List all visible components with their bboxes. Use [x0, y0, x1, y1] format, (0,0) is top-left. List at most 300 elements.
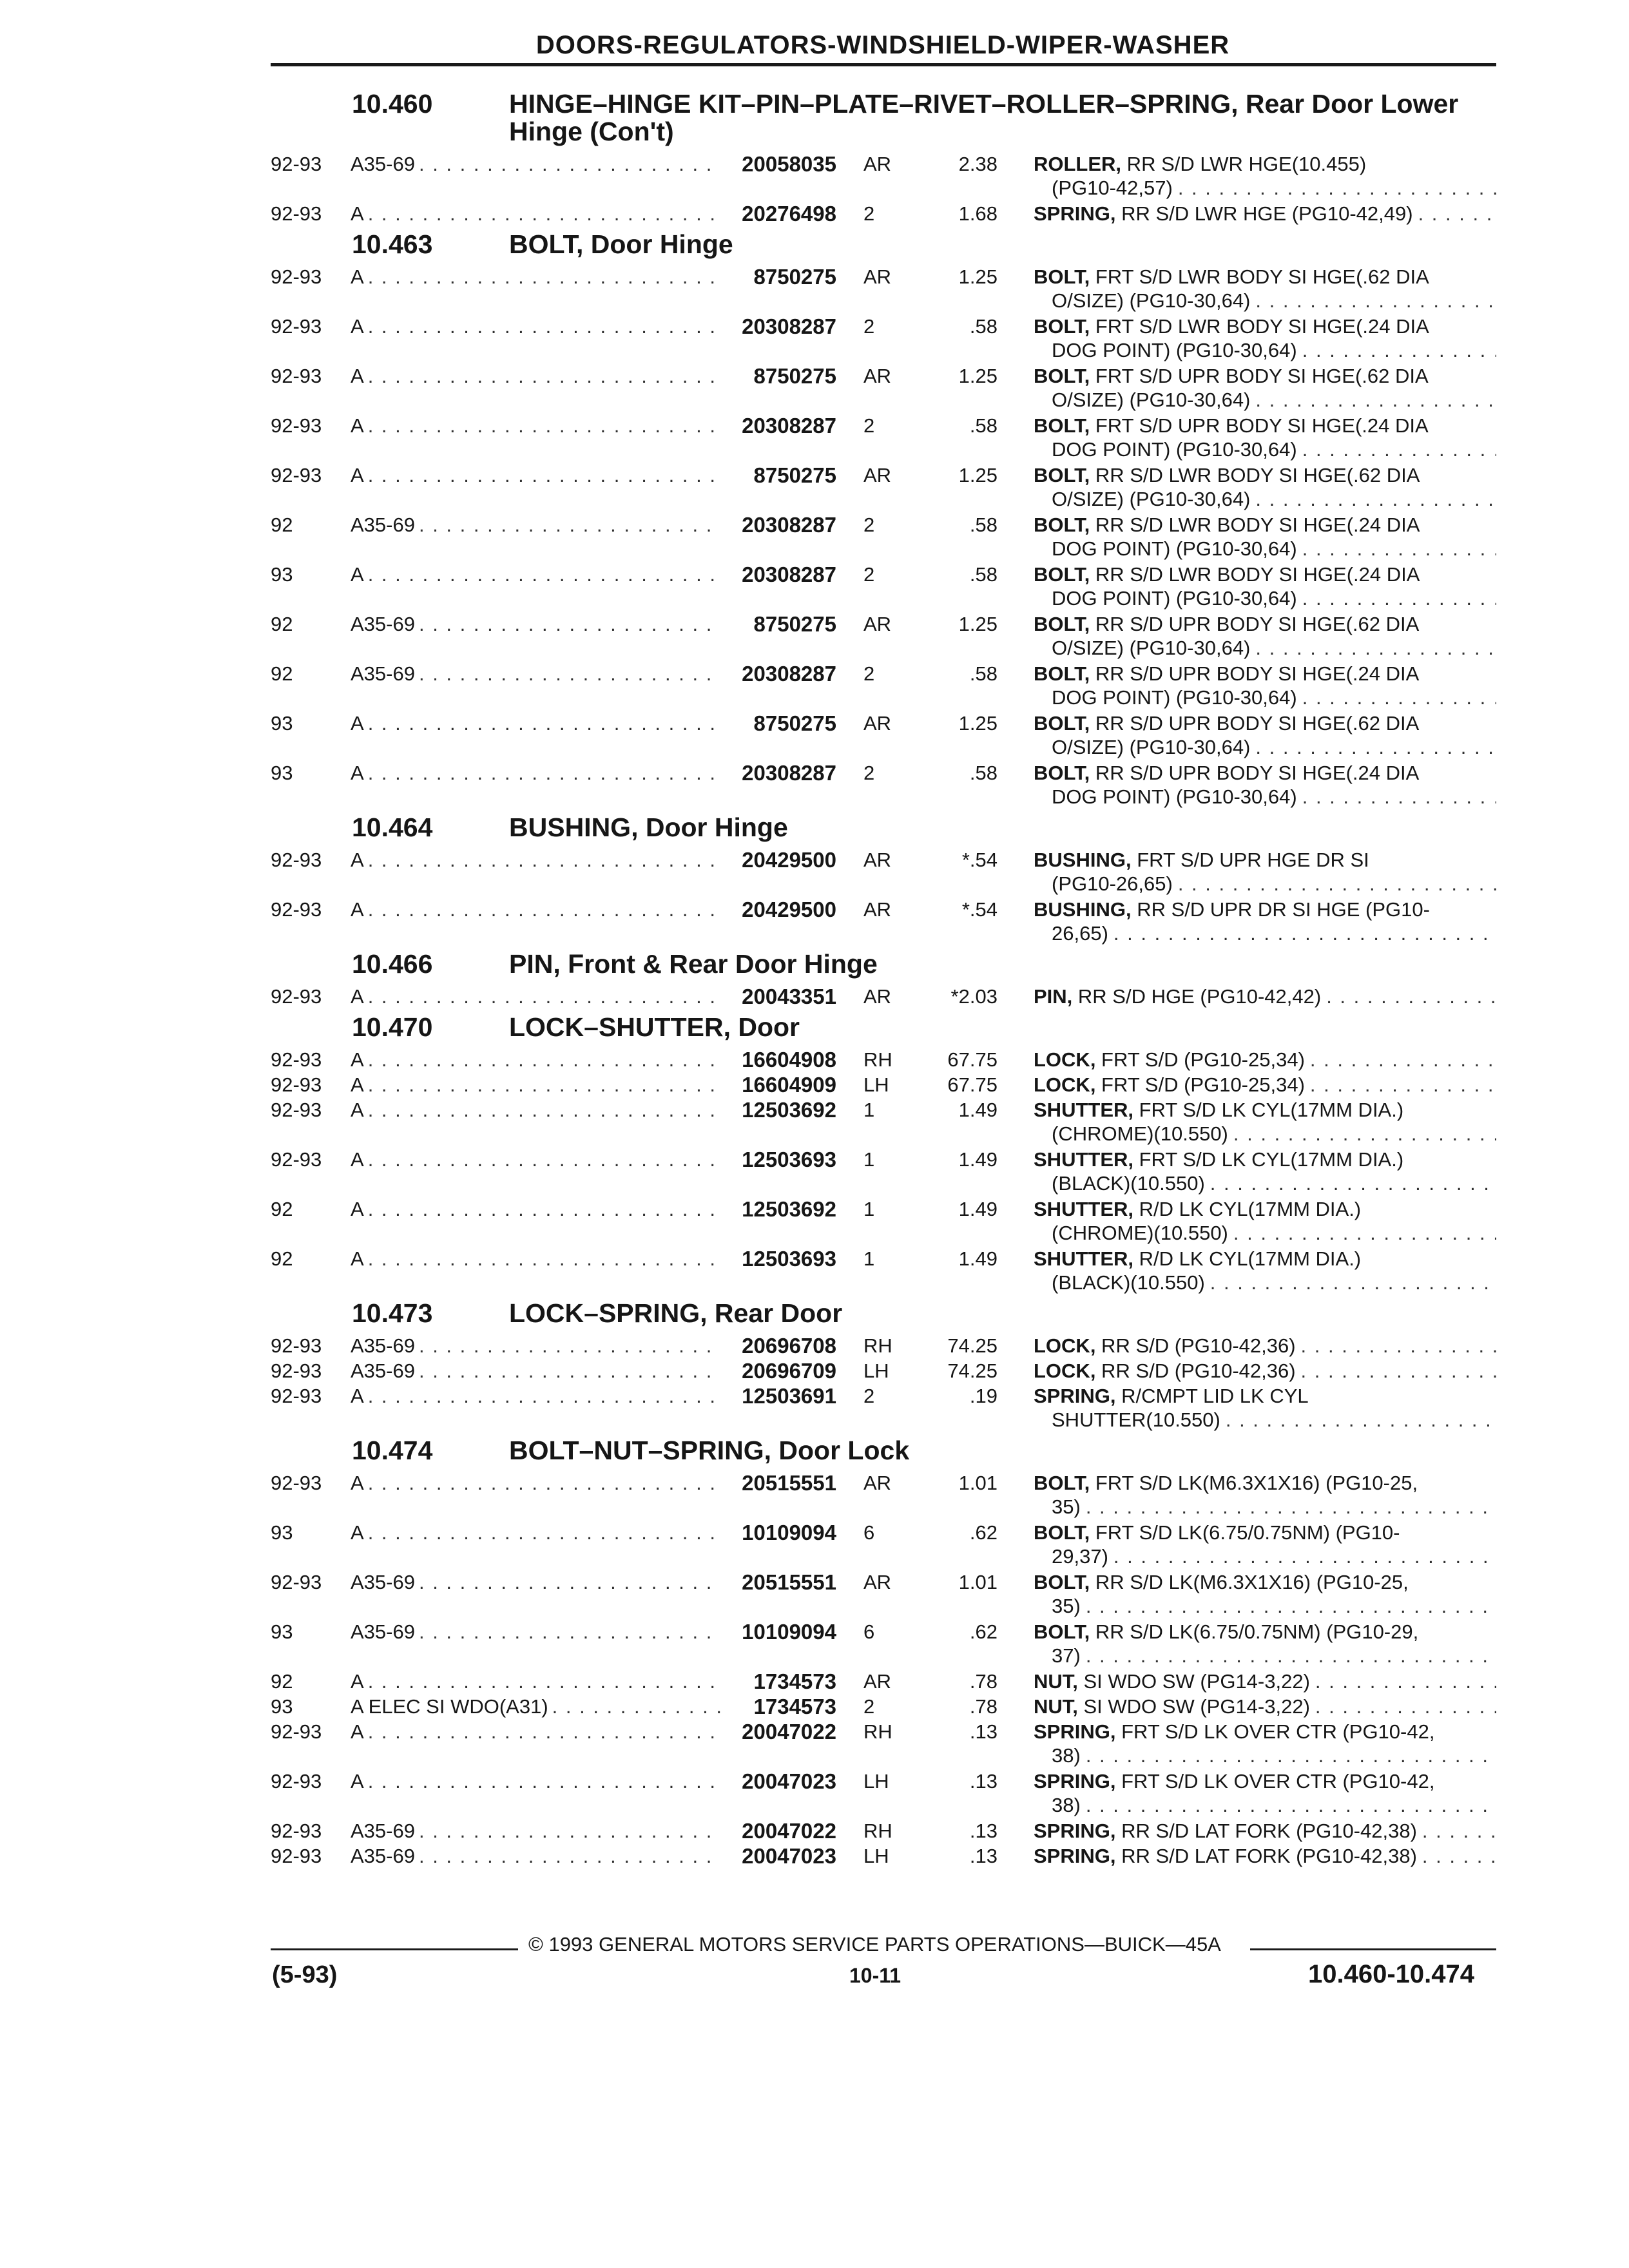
description-detail: (PG10-42,57) [1052, 177, 1173, 199]
part-row [271, 1521, 1496, 1568]
description-line [1034, 985, 1496, 1008]
leader-dots [1226, 1408, 1496, 1432]
model-cell [351, 1384, 720, 1432]
description-detail: RR S/D (PG10-42,36) [1095, 1334, 1296, 1357]
description [998, 1570, 1496, 1618]
description-detail: RR S/D UPR DR SI HGE (PG10- [1131, 898, 1430, 921]
section-10-466 [271, 950, 1496, 1008]
leader-dots [1302, 586, 1496, 610]
model-code: A35-69 [351, 1571, 415, 1593]
price: .13 [969, 1770, 998, 1792]
price: .19 [969, 1385, 998, 1407]
model-cell [351, 1521, 720, 1568]
price: .13 [969, 1845, 998, 1867]
model-cell [351, 364, 720, 412]
description-text [1034, 265, 1434, 289]
section-title: HINGE–HINGE KIT–PIN–PLATE–RIVET–ROLLER–SPRING, Rear Door Lower Hinge (Con't) [509, 89, 1459, 146]
section-heading [271, 814, 1496, 841]
model-year: 93 [271, 712, 293, 735]
part-number: 12503692 [742, 1098, 836, 1122]
leader-dots [1086, 1793, 1496, 1817]
part-row [271, 1720, 1496, 1767]
footer-page-number: 10-11 [849, 1964, 901, 1987]
description-detail: (BLACK)(10.550) [1052, 1172, 1205, 1195]
quantity: 1 [863, 1247, 875, 1270]
part-row [271, 1384, 1496, 1432]
leader-dots [1255, 735, 1496, 759]
part-number: 12503692 [742, 1197, 836, 1221]
leader-dots [1302, 785, 1496, 809]
description-line [1034, 537, 1496, 561]
description-detail: R/CMPT LID LK CYL [1115, 1385, 1309, 1407]
leader-dots [368, 1521, 720, 1568]
description [998, 848, 1496, 896]
description-keyword: BOLT, [1034, 762, 1090, 784]
description-keyword: BOLT, [1034, 563, 1090, 586]
description [998, 1098, 1496, 1146]
description-line [1034, 1793, 1496, 1817]
description-keyword: LOCK, [1034, 1073, 1096, 1096]
description-detail: FRT S/D LK CYL(17MM DIA.) [1133, 1148, 1404, 1171]
part-row [271, 898, 1496, 945]
description-text [1052, 586, 1302, 610]
model-year: 93 [271, 1695, 293, 1718]
model-year: 92-93 [271, 985, 322, 1008]
description-detail: SI WDO SW (PG14-3,22) [1077, 1670, 1310, 1693]
part-row [271, 1098, 1496, 1146]
description-text [1052, 1744, 1086, 1767]
description-line [1034, 314, 1496, 338]
leader-dots [368, 1669, 720, 1693]
leader-dots [368, 761, 720, 809]
description-line [1034, 636, 1496, 660]
description-detail: FRT S/D LWR BODY SI HGE(.24 DIA [1090, 315, 1429, 338]
part-row [271, 562, 1496, 610]
model-cell [351, 761, 720, 809]
description-keyword: SPRING, [1034, 1770, 1116, 1792]
description-keyword: BOLT, [1034, 1571, 1090, 1593]
description-text [1052, 289, 1255, 312]
price: *2.03 [950, 985, 998, 1008]
leader-dots [368, 463, 720, 511]
part-number: 8750275 [753, 612, 836, 636]
part-number: 20308287 [742, 662, 836, 686]
description-text [1034, 314, 1434, 338]
model-code: A35-69 [351, 662, 415, 685]
description-detail: RR S/D (PG10-42,36) [1095, 1360, 1296, 1382]
description-text [1034, 1098, 1409, 1122]
quantity: 2 [863, 662, 875, 685]
part-row [271, 1819, 1496, 1843]
leader-dots [419, 152, 720, 200]
description-text [1034, 414, 1434, 437]
description-text [1052, 1408, 1226, 1432]
part-row [271, 662, 1496, 709]
model-code: A [351, 898, 364, 921]
description-text [1034, 202, 1418, 226]
description [998, 364, 1496, 412]
leader-dots [368, 1048, 720, 1072]
footer-copyright: © 1993 GENERAL MOTORS SERVICE PARTS OPERATIONS—BUICK—45A [528, 1933, 1221, 1956]
quantity: RH [863, 1334, 892, 1357]
model-code: A35-69 [351, 1334, 415, 1357]
quantity: AR [863, 365, 892, 387]
part-row [271, 463, 1496, 511]
part-row [271, 265, 1496, 312]
description-line [1034, 1695, 1496, 1718]
section-title: PIN, Front & Rear Door Hinge [509, 949, 878, 979]
leader-dots [419, 513, 720, 561]
part-row [271, 848, 1496, 896]
quantity: AR [863, 985, 892, 1008]
price: 1.25 [958, 265, 998, 288]
description-text [1052, 872, 1178, 896]
model-year: 92 [271, 1247, 293, 1270]
leader-dots [1210, 1171, 1496, 1195]
leader-dots [368, 562, 720, 610]
model-year: 92-93 [271, 414, 322, 437]
leader-dots [1315, 1669, 1496, 1693]
description-text [1034, 513, 1425, 537]
description-line [1034, 612, 1496, 636]
leader-dots [419, 1844, 720, 1868]
description-detail: FRT S/D LK OVER CTR (PG10-42, [1115, 1720, 1435, 1743]
description-detail: FRT S/D LK(M6.3X1X16) (PG10-25, [1090, 1472, 1418, 1494]
description-detail: RR S/D LWR HGE(10.455) [1121, 153, 1367, 175]
section-10-463 [271, 231, 1496, 809]
price: .58 [969, 762, 998, 784]
price: .13 [969, 1820, 998, 1842]
price: 2.38 [958, 153, 998, 175]
leader-dots [1326, 985, 1496, 1008]
quantity: AR [863, 613, 892, 635]
model-year: 93 [271, 563, 293, 586]
section-heading [271, 1437, 1496, 1465]
description-detail: 26,65) [1052, 922, 1108, 945]
part-number: 20047023 [742, 1844, 836, 1868]
leader-dots [368, 1720, 720, 1767]
description-keyword: NUT, [1034, 1670, 1078, 1693]
leader-dots [368, 1769, 720, 1817]
description-detail: FRT S/D (PG10-25,34) [1095, 1073, 1305, 1096]
quantity: 2 [863, 315, 875, 338]
quantity: AR [863, 1472, 892, 1494]
description-detail: (BLACK)(10.550) [1052, 1271, 1205, 1294]
description-line [1034, 1819, 1496, 1843]
description-line [1034, 1620, 1496, 1644]
model-code: A [351, 202, 364, 225]
description [998, 662, 1496, 709]
leader-dots [368, 1384, 720, 1432]
leader-dots [368, 848, 720, 896]
description [998, 985, 1496, 1008]
description-keyword: ROLLER, [1034, 153, 1122, 175]
description-line [1034, 388, 1496, 412]
quantity: AR [863, 849, 892, 871]
model-cell [351, 152, 720, 200]
part-row [271, 1844, 1496, 1868]
footer-section-range: 10.460-10.474 [1308, 1960, 1475, 1988]
model-cell [351, 1695, 720, 1718]
description-keyword: SHUTTER, [1034, 1148, 1133, 1171]
model-code: A [351, 1148, 364, 1171]
model-year: 92-93 [271, 315, 322, 338]
description [998, 1669, 1496, 1693]
model-year: 92-93 [271, 1820, 322, 1842]
description-line [1034, 1844, 1496, 1868]
description-line [1034, 1073, 1496, 1097]
model-code: A [351, 985, 364, 1008]
description-detail: RR S/D LWR BODY SI HGE(.62 DIA [1090, 464, 1420, 486]
model-year: 92-93 [271, 1472, 322, 1494]
model-code: A [351, 1720, 364, 1743]
part-number: 20696708 [742, 1334, 836, 1358]
model-year: 92-93 [271, 202, 322, 225]
price: .62 [969, 1521, 998, 1544]
description-line [1034, 735, 1496, 759]
description-text [1034, 1247, 1366, 1271]
quantity: AR [863, 1571, 892, 1593]
description-detail: FRT S/D UPR HGE DR SI [1131, 849, 1369, 871]
description-text [1052, 1544, 1113, 1568]
model-code: A35-69 [351, 1820, 415, 1842]
model-cell [351, 463, 720, 511]
leader-dots [1233, 1122, 1496, 1146]
leader-dots [1113, 1544, 1496, 1568]
description [998, 1197, 1496, 1245]
leader-dots [368, 265, 720, 312]
leader-dots [1422, 1844, 1496, 1868]
leader-dots [368, 711, 720, 759]
description-line [1034, 1122, 1496, 1146]
description-text [1034, 1334, 1301, 1358]
description [998, 1521, 1496, 1568]
model-cell [351, 1197, 720, 1245]
leader-dots [1086, 1644, 1496, 1667]
description-detail: DOG POINT) (PG10-30,64) [1052, 438, 1297, 461]
section-title: LOCK–SHUTTER, Door [509, 1012, 800, 1042]
part-number: 20308287 [742, 414, 836, 437]
description-line [1034, 338, 1496, 362]
model-year: 92-93 [271, 1099, 322, 1121]
leader-dots [1086, 1495, 1496, 1519]
model-code: A [351, 1099, 364, 1121]
quantity: 1 [863, 1198, 875, 1220]
leader-dots [1255, 636, 1496, 660]
price: 74.25 [947, 1360, 998, 1382]
part-row [271, 364, 1496, 412]
description-detail: RR S/D LK(6.75/0.75NM) (PG10-29, [1090, 1620, 1419, 1643]
description-detail: SI WDO SW (PG14-3,22) [1077, 1695, 1310, 1718]
description [998, 414, 1496, 461]
description-detail: RR S/D LAT FORK (PG10-42,38) [1115, 1820, 1417, 1842]
description [998, 898, 1496, 945]
part-row [271, 202, 1496, 226]
description-keyword: BOLT, [1034, 464, 1090, 486]
description-keyword: LOCK, [1034, 1334, 1096, 1357]
leader-dots [419, 1334, 720, 1358]
part-row [271, 1620, 1496, 1667]
description-detail: R/D LK CYL(17MM DIA.) [1133, 1247, 1362, 1270]
section-10-470 [271, 1014, 1496, 1294]
description-keyword: BOLT, [1034, 1472, 1090, 1494]
part-number: 10109094 [742, 1521, 836, 1544]
part-number: 20047022 [742, 1720, 836, 1744]
description-text [1034, 612, 1424, 636]
quantity: LH [863, 1770, 889, 1792]
description-keyword: SHUTTER, [1034, 1247, 1133, 1270]
description-text [1034, 761, 1424, 785]
model-code: A [351, 849, 364, 871]
description [998, 711, 1496, 759]
description-line [1034, 898, 1496, 921]
description-keyword: SPRING, [1034, 202, 1116, 225]
description-text [1052, 636, 1255, 660]
description [998, 562, 1496, 610]
model-year: 92-93 [271, 1385, 322, 1407]
model-year: 92 [271, 1670, 293, 1693]
part-number: 12503691 [742, 1384, 836, 1408]
footer-rule-right [1250, 1948, 1496, 1950]
leader-dots [368, 1247, 720, 1294]
part-row [271, 1471, 1496, 1519]
description-keyword: BUSHING, [1034, 849, 1132, 871]
description-text [1034, 1695, 1315, 1718]
description-keyword: BUSHING, [1034, 898, 1132, 921]
price: 1.68 [958, 202, 998, 225]
quantity: 1 [863, 1148, 875, 1171]
description-detail: FRT S/D LK(6.75/0.75NM) (PG10- [1090, 1521, 1400, 1544]
quantity: 2 [863, 563, 875, 586]
leader-dots [419, 1570, 720, 1618]
description-line [1034, 1744, 1496, 1767]
model-cell [351, 1620, 720, 1667]
model-year: 93 [271, 762, 293, 784]
part-number: 20058035 [742, 152, 836, 176]
section-title: LOCK–SPRING, Rear Door [509, 1298, 843, 1328]
model-year: 92-93 [271, 1720, 322, 1743]
description-detail: RR S/D UPR BODY SI HGE(.62 DIA [1090, 712, 1420, 735]
model-code: A35-69 [351, 153, 415, 175]
description-line [1034, 1720, 1496, 1744]
leader-dots [368, 1073, 720, 1097]
description [998, 612, 1496, 660]
description-text [1052, 537, 1302, 561]
leader-dots [1233, 1221, 1496, 1245]
model-code: A35-69 [351, 1620, 415, 1643]
part-number: 20308287 [742, 761, 836, 785]
price: 1.49 [958, 1099, 998, 1121]
part-number: 10109094 [742, 1620, 836, 1644]
description-keyword: SPRING, [1034, 1385, 1116, 1407]
section-number: 10.473 [352, 1298, 433, 1328]
part-row [271, 1197, 1496, 1245]
quantity: AR [863, 265, 892, 288]
description-keyword: BOLT, [1034, 414, 1090, 437]
model-code: A [351, 1670, 364, 1693]
part-number: 20429500 [742, 848, 836, 872]
description [998, 265, 1496, 312]
description-line [1034, 1098, 1496, 1122]
price: .13 [969, 1720, 998, 1743]
description-text [1034, 562, 1425, 586]
description-line [1034, 1644, 1496, 1667]
part-row [271, 1359, 1496, 1383]
description-text [1052, 1171, 1210, 1195]
part-number: 20276498 [742, 202, 836, 226]
description-detail: RR S/D HGE (PG10-42,42) [1072, 985, 1322, 1008]
price: 67.75 [947, 1048, 998, 1071]
model-year: 92 [271, 514, 293, 536]
model-cell [351, 202, 720, 226]
description-detail: O/SIZE) (PG10-30,64) [1052, 488, 1251, 510]
description-detail: 38) [1052, 1794, 1081, 1816]
model-year: 92-93 [271, 464, 322, 486]
description-text [1052, 1644, 1086, 1667]
leader-dots [419, 1819, 720, 1843]
description-text [1034, 364, 1434, 388]
description-text [1034, 662, 1424, 686]
model-code: A [351, 365, 364, 387]
leader-dots [1086, 1594, 1496, 1618]
quantity: 2 [863, 514, 875, 536]
model-cell [351, 711, 720, 759]
page-header-title: DOORS-REGULATORS-WINDSHIELD-WIPER-WASHER [535, 31, 1230, 59]
description [998, 314, 1496, 362]
description-line [1034, 265, 1496, 289]
description-text [1052, 388, 1255, 412]
price: 74.25 [947, 1334, 998, 1357]
description-keyword: BOLT, [1034, 265, 1090, 288]
model-year: 92-93 [271, 265, 322, 288]
model-cell [351, 1669, 720, 1693]
model-cell [351, 1570, 720, 1618]
description-text [1052, 1122, 1233, 1146]
description-keyword: BOLT, [1034, 315, 1090, 338]
description-detail: FRT S/D LK OVER CTR (PG10-42, [1115, 1770, 1435, 1792]
model-cell [351, 612, 720, 660]
price: *.54 [961, 849, 998, 871]
description-text [1052, 437, 1302, 461]
model-code: A35-69 [351, 1845, 415, 1867]
description [998, 1844, 1496, 1868]
model-cell [351, 662, 720, 709]
description-line [1034, 1247, 1496, 1271]
description-text [1034, 1620, 1423, 1644]
model-code: A [351, 1521, 364, 1544]
section-heading [271, 1014, 1496, 1041]
description [998, 1384, 1496, 1432]
parts-list [271, 85, 1496, 1873]
part-row [271, 1669, 1496, 1693]
part-row [271, 1695, 1496, 1718]
description-keyword: BOLT, [1034, 613, 1090, 635]
model-cell [351, 1819, 720, 1843]
section-number: 10.463 [352, 229, 433, 259]
description-detail: RR S/D LWR BODY SI HGE(.24 DIA [1090, 514, 1420, 536]
description-line [1034, 414, 1496, 437]
section-number: 10.474 [352, 1436, 433, 1465]
description-line [1034, 463, 1496, 487]
part-number: 16604908 [742, 1048, 836, 1072]
quantity: LH [863, 1845, 889, 1867]
leader-dots [1302, 686, 1496, 709]
model-cell [351, 848, 720, 896]
model-code: A [351, 712, 364, 735]
part-row [271, 314, 1496, 362]
description-detail: DOG POINT) (PG10-30,64) [1052, 587, 1297, 610]
leader-dots [1178, 176, 1496, 200]
